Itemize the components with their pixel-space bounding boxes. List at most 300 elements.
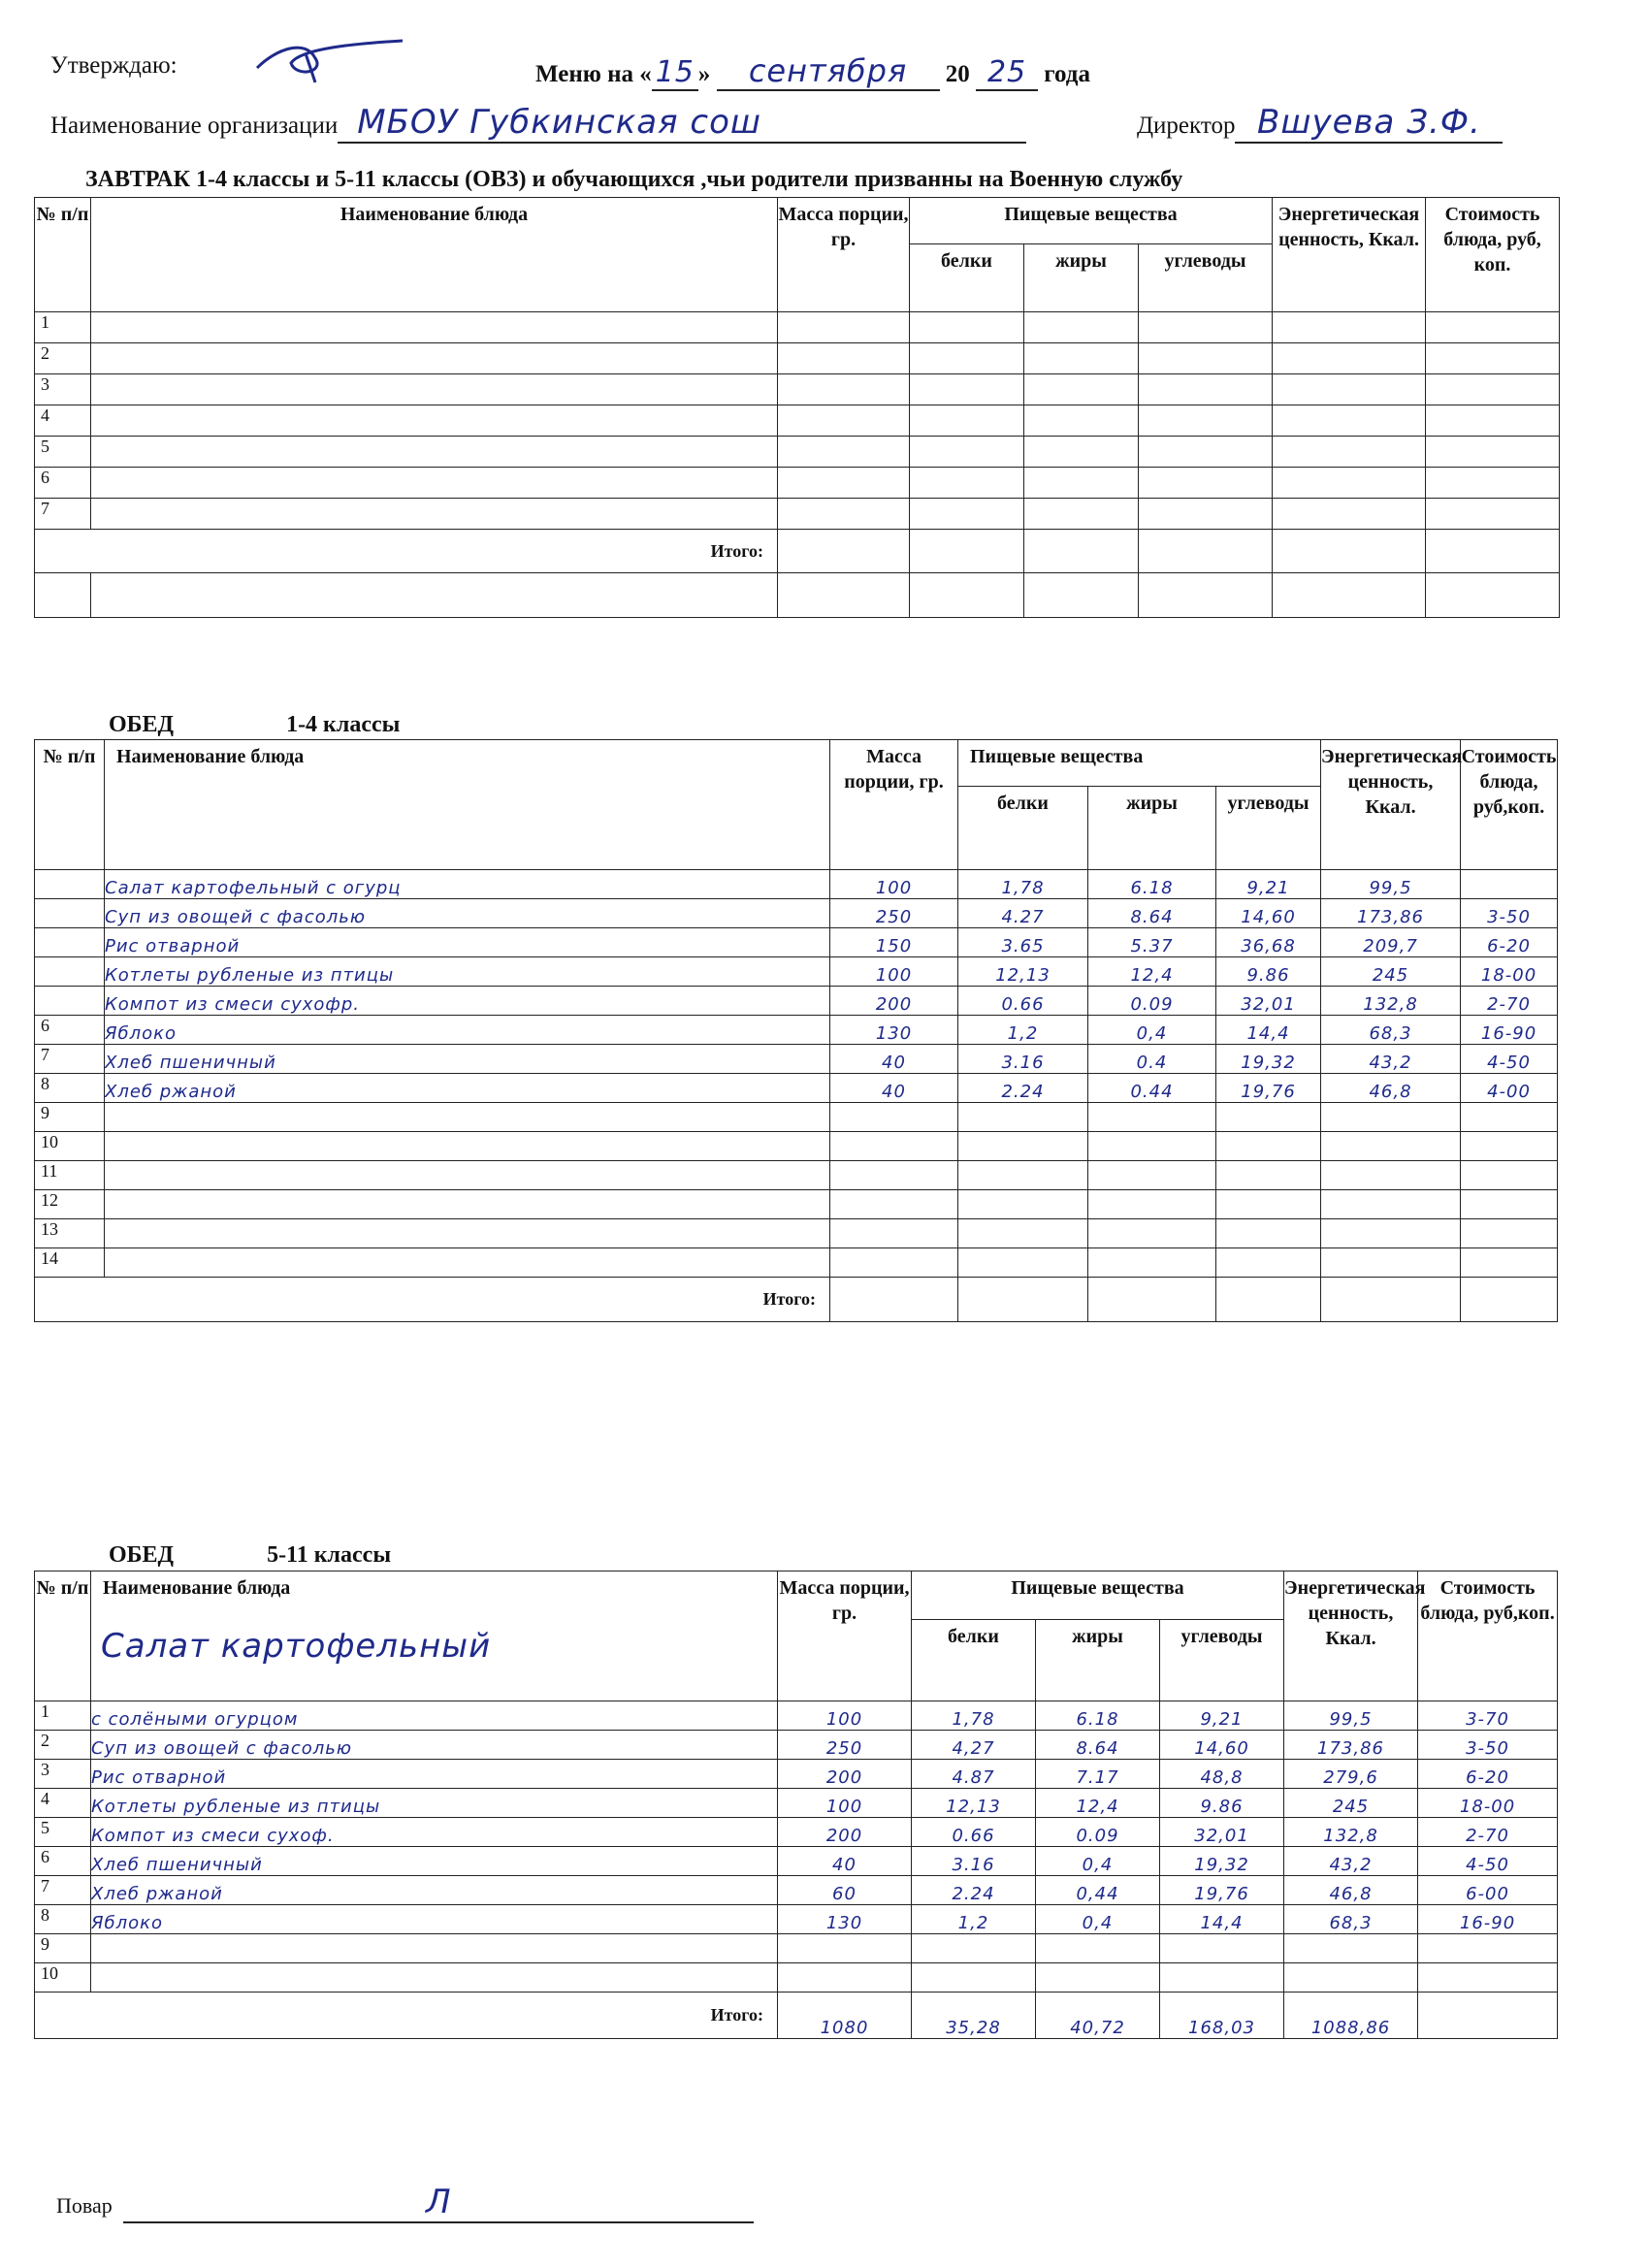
table-cell [91,312,778,343]
breakfast-table [34,197,1560,618]
dish-fat [1036,1934,1160,1963]
row-number: 14 [35,1248,105,1278]
dish-cost [1461,870,1558,899]
dish-name [105,1132,830,1161]
dish-energy: 173,86 [1284,1731,1418,1760]
table-cell [1139,343,1273,374]
director-name: Вшуева З.Ф. [1235,103,1503,144]
table-cell [1426,405,1560,437]
dish-cost [1461,1161,1558,1190]
l2-total-mass: 1080 [778,1993,912,2039]
table-cell [910,343,1024,374]
dish-cost: 16-90 [1461,1016,1558,1045]
row-number: 2 [35,1731,91,1760]
dish-protein: 3.16 [912,1847,1036,1876]
row-number: 5 [35,437,91,468]
row-number: 7 [35,499,91,530]
dish-carbs: 14,4 [1216,1016,1321,1045]
dish-fat: 8.64 [1036,1731,1160,1760]
dish-cost: 4-50 [1461,1045,1558,1074]
dish-protein [958,1219,1088,1248]
dish-fat: 0,4 [1036,1847,1160,1876]
lunch2-title: ОБЕД 5-11 классы [109,1542,392,1568]
dish-energy [1321,1248,1461,1278]
table-row [35,1818,1558,1847]
dish-cost [1461,1190,1558,1219]
dish-cost [1461,1219,1558,1248]
dish-energy: 209,7 [1321,928,1461,957]
dish-carbs [1216,1161,1321,1190]
table-row [35,957,1558,987]
table-cell [91,499,778,530]
org-line: Наименование организации МБОУ Губкинская сош [50,103,1026,144]
dish-protein: 1,2 [958,1016,1088,1045]
dish-name [105,1219,830,1248]
dish-name: Хлеб ржаной [91,1876,778,1905]
dish-cost: 18-00 [1461,957,1558,987]
l2-header-carbs: углеводы [1160,1620,1284,1701]
l2-header-name: Наименование блюда Салат картофельный [91,1571,778,1701]
bf-header-nutrients: Пищевые вещества [910,198,1273,244]
dish-protein: 1,78 [958,870,1088,899]
table-row [35,1760,1558,1789]
row-number: 5 [35,1818,91,1847]
dish-mass: 100 [830,870,958,899]
dish-carbs: 48,8 [1160,1760,1284,1789]
row-number: 10 [35,1132,105,1161]
dish-protein [958,1248,1088,1278]
table-row [35,1934,1558,1963]
dish-protein [958,1132,1088,1161]
dish-carbs: 19,32 [1160,1847,1284,1876]
dish-carbs [1160,1934,1284,1963]
table-row [35,405,1560,437]
table-cell [1024,312,1139,343]
dish-cost [1461,1248,1558,1278]
table-row [35,468,1560,499]
dish-mass: 40 [778,1847,912,1876]
l1-header-mass: Масса порции, гр. [830,740,958,870]
dish-protein: 0.66 [912,1818,1036,1847]
dish-carbs [1160,1963,1284,1993]
dish-name: Котлеты рубленые из птицы [105,957,830,987]
dish-name: Салат картофельный с огурц [105,870,830,899]
cook-line: Повар Л [56,2183,754,2223]
l1-total-label: Итого: [35,1278,830,1322]
table-row [35,987,1558,1016]
dish-protein: 4.27 [958,899,1088,928]
dish-carbs [1216,1219,1321,1248]
director-line: Директор Вшуева З.Ф. [1137,103,1503,144]
dish-protein: 2.24 [912,1876,1036,1905]
table-cell [1273,312,1426,343]
dish-name: Хлеб пшеничный [105,1045,830,1074]
l2-header-mass: Масса порции, гр. [778,1571,912,1701]
dish-name: Рис отварной [105,928,830,957]
l2-total-cost [1418,1993,1558,2039]
dish-mass [830,1161,958,1190]
table-row [35,1905,1558,1934]
bf-header-carbs: углеводы [1139,244,1273,312]
table-cell [1426,374,1560,405]
dish-cost: 3-50 [1418,1731,1558,1760]
row-number: 7 [35,1045,105,1074]
lunch2-table [34,1571,1558,2039]
lunch1-title: ОБЕД 1-4 классы [109,712,401,737]
dish-carbs: 14,4 [1160,1905,1284,1934]
row-number: 8 [35,1074,105,1103]
table-row [35,437,1560,468]
table-cell [1273,405,1426,437]
dish-fat [1088,1161,1216,1190]
table-row [35,1701,1558,1731]
dish-name [91,1934,778,1963]
table-row [35,1847,1558,1876]
dish-energy: 279,6 [1284,1760,1418,1789]
l1-header-fat: жиры [1088,787,1216,870]
table-cell [1426,437,1560,468]
bf-header-protein: белки [910,244,1024,312]
table-cell [1024,343,1139,374]
dish-mass: 150 [830,928,958,957]
menu-day: 15 [652,55,698,91]
dish-energy [1321,1161,1461,1190]
menu-date-line: Меню на « 15 » сентября 20 25 года [535,52,1090,89]
dish-energy: 173,86 [1321,899,1461,928]
table-cell [1426,468,1560,499]
dish-fat: 0,4 [1088,1016,1216,1045]
dish-protein: 3.65 [958,928,1088,957]
dish-cost [1461,1103,1558,1132]
table-cell [1426,499,1560,530]
table-cell [1139,499,1273,530]
dish-protein [912,1963,1036,1993]
table-cell [91,343,778,374]
dish-energy: 43,2 [1321,1045,1461,1074]
dish-energy: 46,8 [1284,1876,1418,1905]
table-cell [778,374,910,405]
row-number: 6 [35,468,91,499]
row-number: 7 [35,1876,91,1905]
dish-cost: 4-00 [1461,1074,1558,1103]
dish-name: Рис отварной [91,1760,778,1789]
menu-month: сентября [717,52,940,91]
row-number: 4 [35,405,91,437]
l1-header-protein: белки [958,787,1088,870]
table-row [35,499,1560,530]
table-cell [1139,405,1273,437]
dish-mass: 130 [830,1016,958,1045]
l2-total-row [35,1993,1558,2039]
dish-name: Компот из смеси сухоф. [91,1818,778,1847]
dish-energy [1284,1934,1418,1963]
dish-name: Котлеты рубленые из птицы [91,1789,778,1818]
bf-header-energy: Энергетическая ценность, Ккал. [1273,198,1426,312]
dish-cost: 4-50 [1418,1847,1558,1876]
dish-protein: 1,2 [912,1905,1036,1934]
lunch1-table [34,739,1558,1322]
dish-mass [778,1963,912,1993]
bf-header-num: № п/п [35,198,91,312]
table-cell [1273,468,1426,499]
table-row [35,312,1560,343]
dish-energy [1284,1963,1418,1993]
dish-protein: 0.66 [958,987,1088,1016]
bf-header-fat: жиры [1024,244,1139,312]
table-cell [910,499,1024,530]
dish-fat: 0.09 [1088,987,1216,1016]
table-cell [1024,468,1139,499]
dish-fat: 8.64 [1088,899,1216,928]
table-cell [1426,343,1560,374]
dish-carbs: 19,76 [1160,1876,1284,1905]
dish-energy: 99,5 [1284,1701,1418,1731]
dish-cost: 6-00 [1418,1876,1558,1905]
l2-total-fat: 40,72 [1036,1993,1160,2039]
bf-header-mass: Масса порции, гр. [778,198,910,312]
bf-total-row [35,530,1560,573]
bf-header-name: Наименование блюда [91,198,778,312]
row-number: 12 [35,1190,105,1219]
dish-fat [1088,1103,1216,1132]
dish-protein [958,1103,1088,1132]
bf-total-label: Итого: [35,530,778,573]
table-cell [1139,312,1273,343]
dish-carbs [1216,1132,1321,1161]
table-row [35,1789,1558,1818]
table-cell [778,343,910,374]
dish-fat [1088,1219,1216,1248]
l2-total-protein: 35,28 [912,1993,1036,2039]
table-cell [1273,437,1426,468]
row-number: 11 [35,1161,105,1190]
dish-cost [1418,1934,1558,1963]
table-cell [778,405,910,437]
cook-signature: Л [123,2183,754,2223]
table-cell [91,374,778,405]
dish-cost [1461,1132,1558,1161]
table-row [35,1045,1558,1074]
table-row [35,1074,1558,1103]
row-number: 9 [35,1934,91,1963]
dish-cost: 18-00 [1418,1789,1558,1818]
table-row [35,1963,1558,1993]
dish-fat [1036,1963,1160,1993]
dish-cost: 2-70 [1418,1818,1558,1847]
table-cell [1273,499,1426,530]
table-row [35,1016,1558,1045]
approve-label: Утверждаю: [50,52,178,79]
dish-mass [830,1248,958,1278]
table-row [35,870,1558,899]
dish-carbs: 9,21 [1216,870,1321,899]
dish-protein: 12,13 [912,1789,1036,1818]
dish-fat: 6.18 [1088,870,1216,899]
dish-carbs [1216,1248,1321,1278]
dish-mass: 100 [778,1789,912,1818]
l2-header-num: № п/п [35,1571,91,1701]
dish-fat [1088,1248,1216,1278]
table-row [35,1876,1558,1905]
dish-name: Яблоко [105,1016,830,1045]
dish-fat: 0,44 [1036,1876,1160,1905]
dish-carbs: 9.86 [1216,957,1321,987]
menu-year: 25 [976,55,1038,91]
dish-energy: 245 [1321,957,1461,987]
l1-header-num: № п/п [35,740,105,870]
dish-energy [1321,1219,1461,1248]
l2-header-nutrients: Пищевые вещества [912,1571,1284,1620]
dish-protein: 12,13 [958,957,1088,987]
row-number [35,928,105,957]
dish-protein: 4,27 [912,1731,1036,1760]
dish-protein [912,1934,1036,1963]
l2-total-label: Итого: [35,1993,778,2039]
dish-protein: 1,78 [912,1701,1036,1731]
table-cell [910,405,1024,437]
dish-name: Суп из овощей с фасолью [91,1731,778,1760]
dish-mass [830,1132,958,1161]
l1-header-nutrients: Пищевые вещества [958,740,1321,787]
row-number: 10 [35,1963,91,1993]
dish-mass: 100 [778,1701,912,1731]
row-number [35,957,105,987]
dish-fat: 0.4 [1088,1045,1216,1074]
dish-carbs [1216,1103,1321,1132]
approve-signature [247,29,412,87]
table-cell [910,437,1024,468]
dish-fat [1088,1132,1216,1161]
dish-name [105,1190,830,1219]
org-name: МБОУ Губкинская сош [338,103,1026,144]
dish-cost [1418,1963,1558,1993]
dish-fat: 0,4 [1036,1905,1160,1934]
table-row [35,928,1558,957]
table-row [35,1161,1558,1190]
dish-name: Яблоко [91,1905,778,1934]
row-number: 1 [35,312,91,343]
dish-carbs: 19,32 [1216,1045,1321,1074]
table-cell [778,468,910,499]
l2-header-cost: Стоимость блюда, руб,коп. [1418,1571,1558,1701]
table-row [35,1132,1558,1161]
row-number: 2 [35,343,91,374]
dish-energy [1321,1132,1461,1161]
dish-cost: 6-20 [1461,928,1558,957]
l1-total-row [35,1278,1558,1322]
row-number: 1 [35,1701,91,1731]
dish-energy: 132,8 [1284,1818,1418,1847]
dish-energy: 46,8 [1321,1074,1461,1103]
dish-protein: 4.87 [912,1760,1036,1789]
table-cell [1139,468,1273,499]
l1-header-energy: Энергетическая ценность, Ккал. [1321,740,1461,870]
dish-fat: 12,4 [1088,957,1216,987]
l2-header-handwriting: Салат картофельный [101,1627,492,1666]
dish-fat: 5.37 [1088,928,1216,957]
dish-energy: 245 [1284,1789,1418,1818]
row-number: 8 [35,1905,91,1934]
row-number: 9 [35,1103,105,1132]
row-number: 6 [35,1016,105,1045]
l1-header-name: Наименование блюда [105,740,830,870]
l2-header-fat: жиры [1036,1620,1160,1701]
row-number: 3 [35,374,91,405]
row-number: 3 [35,1760,91,1789]
bf-header-cost: Стоимость блюда, руб, коп. [1426,198,1560,312]
dish-fat: 6.18 [1036,1701,1160,1731]
table-cell [1139,437,1273,468]
dish-mass [778,1934,912,1963]
table-cell [91,405,778,437]
table-cell [1426,312,1560,343]
dish-mass [830,1190,958,1219]
dish-energy: 43,2 [1284,1847,1418,1876]
table-cell [778,312,910,343]
table-cell [1273,343,1426,374]
dish-cost: 3-70 [1418,1701,1558,1731]
table-row [35,374,1560,405]
dish-protein: 2.24 [958,1074,1088,1103]
dish-name [105,1248,830,1278]
row-number: 13 [35,1219,105,1248]
table-row [35,899,1558,928]
row-number [35,870,105,899]
dish-mass: 60 [778,1876,912,1905]
l2-total-energy: 1088,86 [1284,1993,1418,2039]
dish-carbs [1216,1190,1321,1219]
dish-mass: 200 [778,1760,912,1789]
dish-cost: 2-70 [1461,987,1558,1016]
dish-cost: 16-90 [1418,1905,1558,1934]
row-number: 4 [35,1789,91,1818]
dish-name [105,1161,830,1190]
dish-fat: 0.44 [1088,1074,1216,1103]
dish-name [105,1103,830,1132]
table-cell [1139,374,1273,405]
table-cell [778,499,910,530]
dish-protein [958,1190,1088,1219]
l2-header-energy: Энергетическая ценность, Ккал. [1284,1571,1418,1701]
dish-fat: 0.09 [1036,1818,1160,1847]
table-cell [910,374,1024,405]
table-row [35,1190,1558,1219]
table-cell [91,468,778,499]
table-cell [1024,437,1139,468]
dish-fat: 7.17 [1036,1760,1160,1789]
table-cell [778,437,910,468]
dish-carbs: 9.86 [1160,1789,1284,1818]
dish-mass: 200 [830,987,958,1016]
dish-mass: 40 [830,1074,958,1103]
l1-header-cost: Стоимость блюда, руб,коп. [1461,740,1558,870]
dish-energy: 68,3 [1321,1016,1461,1045]
dish-name [91,1963,778,1993]
dish-name: Хлеб ржаной [105,1074,830,1103]
table-cell [910,468,1024,499]
dish-cost: 6-20 [1418,1760,1558,1789]
table-cell [1273,374,1426,405]
table-row [35,1219,1558,1248]
dish-name: Суп из овощей с фасолью [105,899,830,928]
table-row [35,1103,1558,1132]
dish-carbs: 19,76 [1216,1074,1321,1103]
breakfast-title: ЗАВТРАК 1-4 классы и 5-11 классы (ОВЗ) и обучающихся ,чьи родители призванны на Военную службу [85,167,1183,192]
table-cell [1024,499,1139,530]
dish-mass: 200 [778,1818,912,1847]
l2-total-carbs: 168,03 [1160,1993,1284,2039]
dish-carbs: 32,01 [1160,1818,1284,1847]
